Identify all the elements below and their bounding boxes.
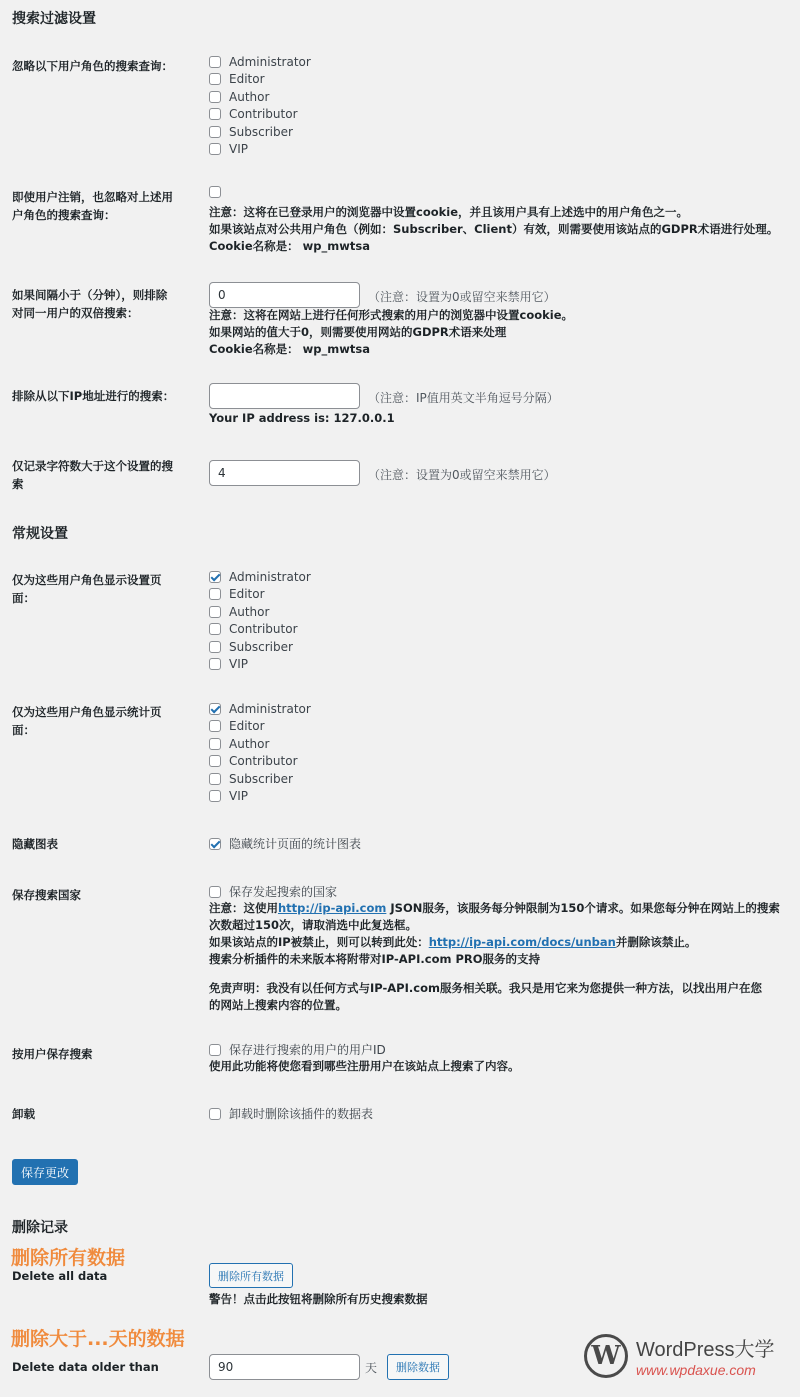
ignore-logged-out-note (209, 204, 778, 255)
role-checkbox[interactable] (209, 56, 221, 68)
ignore-logged-out-label-line1: 即使用户注销，也忽略对上述用 (12, 190, 173, 204)
save-user-label: 按用户保存搜索 (12, 1047, 93, 1061)
your-ip-note: Your IP address is: 127.0.0.1 (209, 411, 395, 425)
role-option-author[interactable] (209, 88, 311, 106)
ignore-logged-out-label-line2: 户角色的搜索查询： (12, 208, 116, 222)
role-checkbox[interactable] (209, 571, 221, 583)
role-checkbox[interactable] (209, 703, 221, 715)
interval-label-line2: 对同一用户的双倍搜索： (12, 306, 139, 320)
wordpress-logo-icon: W (584, 1334, 628, 1378)
note-line: 搜索分析插件的未来版本将附带对IP-API.com PRO服务的支持 (209, 952, 541, 966)
delete-all-annotation: 删除所有数据 (11, 1247, 126, 1269)
role-label: Editor (229, 587, 265, 602)
save-country-option[interactable] (209, 883, 337, 901)
note-line: Cookie名称是： wp_mwtsa (209, 239, 370, 253)
delete-older-label: Delete data older than (12, 1360, 159, 1374)
role-option-editor[interactable] (209, 586, 311, 604)
uninstall-text: 卸载时删除该插件的数据表 (229, 1107, 374, 1122)
role-option-author[interactable] (209, 735, 311, 753)
role-label: Administrator (229, 569, 311, 584)
stats-roles-label (12, 703, 192, 739)
role-option-administrator[interactable] (209, 700, 311, 718)
interval-label (12, 286, 192, 322)
role-checkbox[interactable] (209, 588, 221, 600)
role-option-subscriber[interactable] (209, 770, 311, 788)
role-option-editor[interactable] (209, 718, 311, 736)
role-checkbox[interactable] (209, 773, 221, 785)
role-checkbox[interactable] (209, 720, 221, 732)
interval-label-line1: 如果间隔小于（分钟），则排除 (12, 288, 168, 302)
checkbox-box[interactable] (209, 186, 221, 198)
delete-older-annotation: 删除大于...天的数据 (11, 1328, 185, 1350)
hide-charts-label: 隐藏图表 (12, 837, 58, 851)
save-country-text: 保存发起搜索的国家 (229, 885, 338, 900)
role-label: Contributor (229, 107, 298, 122)
uninstall-checkbox[interactable] (209, 1108, 221, 1120)
min-chars-hint: （注意：设置为0或留空来禁用它） (368, 468, 556, 482)
role-label: Editor (229, 719, 265, 734)
role-label: Subscriber (229, 771, 293, 786)
exclude-ip-hint: （注意：IP值用英文半角逗号分隔） (368, 391, 559, 405)
role-option-administrator[interactable] (209, 53, 311, 71)
watermark (584, 1333, 775, 1378)
role-checkbox[interactable] (209, 790, 221, 802)
role-checkbox[interactable] (209, 73, 221, 85)
delete-all-button[interactable]: 删除所有数据 (209, 1263, 293, 1288)
role-option-administrator[interactable] (209, 568, 311, 586)
role-label: Administrator (229, 701, 311, 716)
role-label: Author (229, 89, 270, 104)
role-option-subscriber[interactable] (209, 123, 311, 141)
interval-hint: （注意：设置为0或留空来禁用它） (368, 290, 556, 304)
watermark-title: WordPress大学 (636, 1339, 775, 1361)
role-option-editor[interactable] (209, 71, 311, 89)
stats-roles-label-line2: 面： (12, 723, 35, 737)
role-checkbox[interactable] (209, 108, 221, 120)
note-text: 如果该站点的IP被禁止，则可以转到此处： (209, 935, 429, 949)
role-checkbox[interactable] (209, 606, 221, 618)
note-line: 注意：这将在已登录用户的浏览器中设置cookie，并且该用户具有上述选中的用户角色之一。 (209, 205, 689, 219)
role-checkbox[interactable] (209, 143, 221, 155)
settings-roles-label-line1: 仅为这些用户角色显示设置页 (12, 573, 162, 587)
role-option-contributor[interactable] (209, 106, 311, 124)
settings-roles-checklist (209, 568, 311, 673)
role-checkbox[interactable] (209, 91, 221, 103)
note-line: 注意：这将在网站上进行任何形式搜索的用户的浏览器中设置cookie。 (209, 308, 574, 322)
role-checkbox[interactable] (209, 126, 221, 138)
note-line (209, 934, 800, 951)
save-user-checkbox[interactable] (209, 1044, 221, 1056)
section-title-general: 常规设置 (12, 526, 68, 542)
save-changes-button[interactable]: 保存更改 (12, 1159, 78, 1185)
ignore-roles-label: 忽略以下用户角色的搜索查询： (12, 59, 173, 73)
role-label: VIP (229, 789, 248, 804)
save-country-note (209, 900, 800, 1014)
role-checkbox[interactable] (209, 738, 221, 750)
role-option-contributor[interactable] (209, 753, 311, 771)
role-label: Subscriber (229, 639, 293, 654)
note-text: JSON服务，该服务每分钟限制为150个请求。如果您每分钟在网站上的搜索 (386, 901, 780, 915)
note-line: 免责声明：我没有以任何方式与IP-API.com服务相关联。我只是用它来为您提供一种方法，以找出用户在您 (209, 981, 762, 995)
note-text: 并删除该禁止。 (615, 935, 697, 949)
watermark-text (636, 1333, 775, 1378)
uninstall-label: 卸载 (12, 1107, 35, 1121)
delete-all-label: Delete all data (12, 1269, 108, 1283)
role-label: Administrator (229, 54, 311, 69)
role-label: VIP (229, 657, 248, 672)
delete-older-days-input[interactable]: 90 (209, 1354, 360, 1380)
ignore-logged-out-label (12, 188, 192, 224)
watermark-url: www.wpdaxue.com (636, 1362, 756, 1378)
days-unit: 天 (365, 1361, 378, 1375)
note-line: 的网站上搜索内容的位置。 (209, 998, 347, 1012)
note-line: Cookie名称是： wp_mwtsa (209, 342, 370, 356)
note-line: 如果网站的值大于0，则需要使用网站的GDPR术语来处理 (209, 325, 507, 339)
save-country-label: 保存搜索国家 (12, 888, 81, 902)
role-label: Contributor (229, 622, 298, 637)
role-checkbox[interactable] (209, 755, 221, 767)
role-label: Author (229, 736, 270, 751)
note-line (209, 900, 800, 917)
role-option-vip[interactable] (209, 788, 311, 806)
role-option-author[interactable] (209, 603, 311, 621)
spacer (209, 968, 800, 980)
role-option-contributor[interactable] (209, 621, 311, 639)
hide-charts-text: 隐藏统计页面的统计图表 (229, 837, 362, 852)
save-user-option[interactable] (209, 1041, 386, 1059)
role-checkbox[interactable] (209, 623, 221, 635)
role-label: Subscriber (229, 124, 293, 139)
interval-note (209, 307, 573, 358)
hide-charts-checkbox[interactable] (209, 838, 221, 850)
role-checkbox[interactable] (209, 641, 221, 653)
role-label: Author (229, 604, 270, 619)
stats-roles-checklist (209, 700, 311, 805)
delete-data-button[interactable]: 删除数据 (387, 1354, 449, 1380)
ignore-roles-checklist (209, 53, 311, 158)
role-label: VIP (229, 142, 248, 157)
min-chars-label-line2: 索 (12, 477, 24, 491)
section-title-filter: 搜索过滤设置 (12, 11, 96, 27)
exclude-ip-input[interactable] (209, 383, 360, 409)
interval-input[interactable]: 0 (209, 282, 360, 308)
role-label: Editor (229, 72, 265, 87)
note-line: 如果该站点对公共用户角色（例如：Subscriber、Client）有效，则需要使用该站点的GDPR术语进行处理。 (209, 222, 779, 236)
exclude-ip-label: 排除从以下IP地址进行的搜索： (12, 389, 175, 403)
hide-charts-option[interactable] (209, 835, 361, 853)
save-user-text: 保存进行搜索的用户的用户ID (229, 1043, 386, 1058)
role-option-subscriber[interactable] (209, 638, 311, 656)
delete-all-warning: 警告！点击此按钮将删除所有历史搜索数据 (209, 1292, 428, 1306)
min-chars-label (12, 457, 192, 493)
note-text: 注意：这使用 (209, 901, 278, 915)
note-line: 次数超过150次，请取消选中此复选框。 (209, 918, 418, 932)
role-option-vip[interactable] (209, 656, 311, 674)
role-label: Contributor (229, 754, 298, 769)
save-country-checkbox[interactable] (209, 886, 221, 898)
ip-api-link[interactable]: http://ip-api.com (278, 901, 387, 915)
stats-roles-label-line1: 仅为这些用户角色显示统计页 (12, 705, 162, 719)
section-title-delete: 删除记录 (12, 1220, 68, 1236)
ignore-logged-out-checkbox[interactable] (209, 186, 229, 198)
min-chars-input[interactable]: 4 (209, 460, 360, 486)
uninstall-option[interactable] (209, 1105, 373, 1123)
settings-roles-label (12, 571, 192, 607)
ip-api-unban-link[interactable]: http://ip-api.com/docs/unban (428, 935, 616, 949)
min-chars-label-line1: 仅记录字符数大于这个设置的搜 (12, 459, 173, 473)
role-option-vip[interactable] (209, 141, 311, 159)
settings-roles-label-line2: 面： (12, 591, 35, 605)
save-user-note: 使用此功能将使您看到哪些注册用户在该站点上搜索了内容。 (209, 1059, 520, 1073)
role-checkbox[interactable] (209, 658, 221, 670)
